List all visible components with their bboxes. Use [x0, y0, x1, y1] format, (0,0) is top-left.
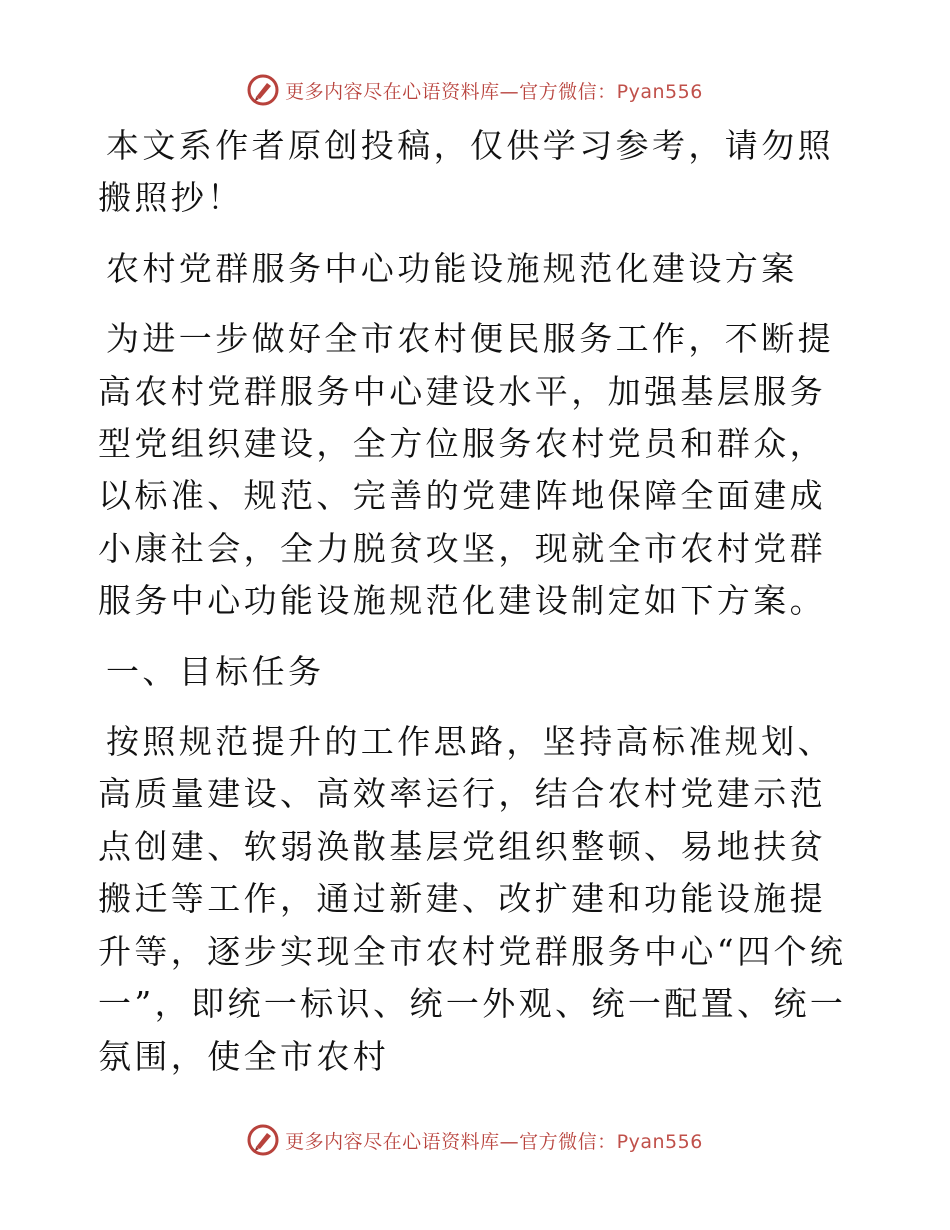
watermark-text: 更多内容尽在心语资料库—官方微信：Pyan556 — [285, 80, 703, 103]
disclaimer-paragraph: 本文系作者原创投稿，仅供学习参考，请勿照搬照抄！ — [98, 126, 834, 218]
pen-logo-icon — [247, 74, 279, 106]
header-watermark — [0, 68, 950, 112]
section-heading: 一、目标任务 — [106, 651, 325, 691]
intro-paragraph: 为进一步做好全市农村便民服务工作，不断提高农村党群服务中心建设水平，加强基层服务型党组织建设，全方位服务农村党员和群众，以标准、规范、完善的党建阵地保障全面建成小康社会，全力脱贫攻坚，现就全市农村党群服务中心功能设施规范化建设制定如下方案。 — [98, 319, 834, 621]
goals-paragraph: 按照规范提升的工作思路，坚持高标准规划、高质量建设、高效率运行，结合农村党建示范点创建、软弱涣散基层党组织整顿、易地扶贫搬迁等工作，通过新建、改扩建和功能设施提升等，逐步实现全市农村党群服务中心“四个统一”，即统一标识、统一外观、统一配置、统一氛围，使全市农村 — [98, 722, 847, 1076]
document-body — [98, 120, 850, 1083]
pen-logo-icon — [247, 1124, 279, 1156]
watermark-text: 更多内容尽在心语资料库—官方微信：Pyan556 — [285, 1130, 703, 1153]
footer-watermark — [0, 1118, 950, 1162]
document-title: 农村党群服务中心功能设施规范化建设方案 — [106, 248, 798, 288]
